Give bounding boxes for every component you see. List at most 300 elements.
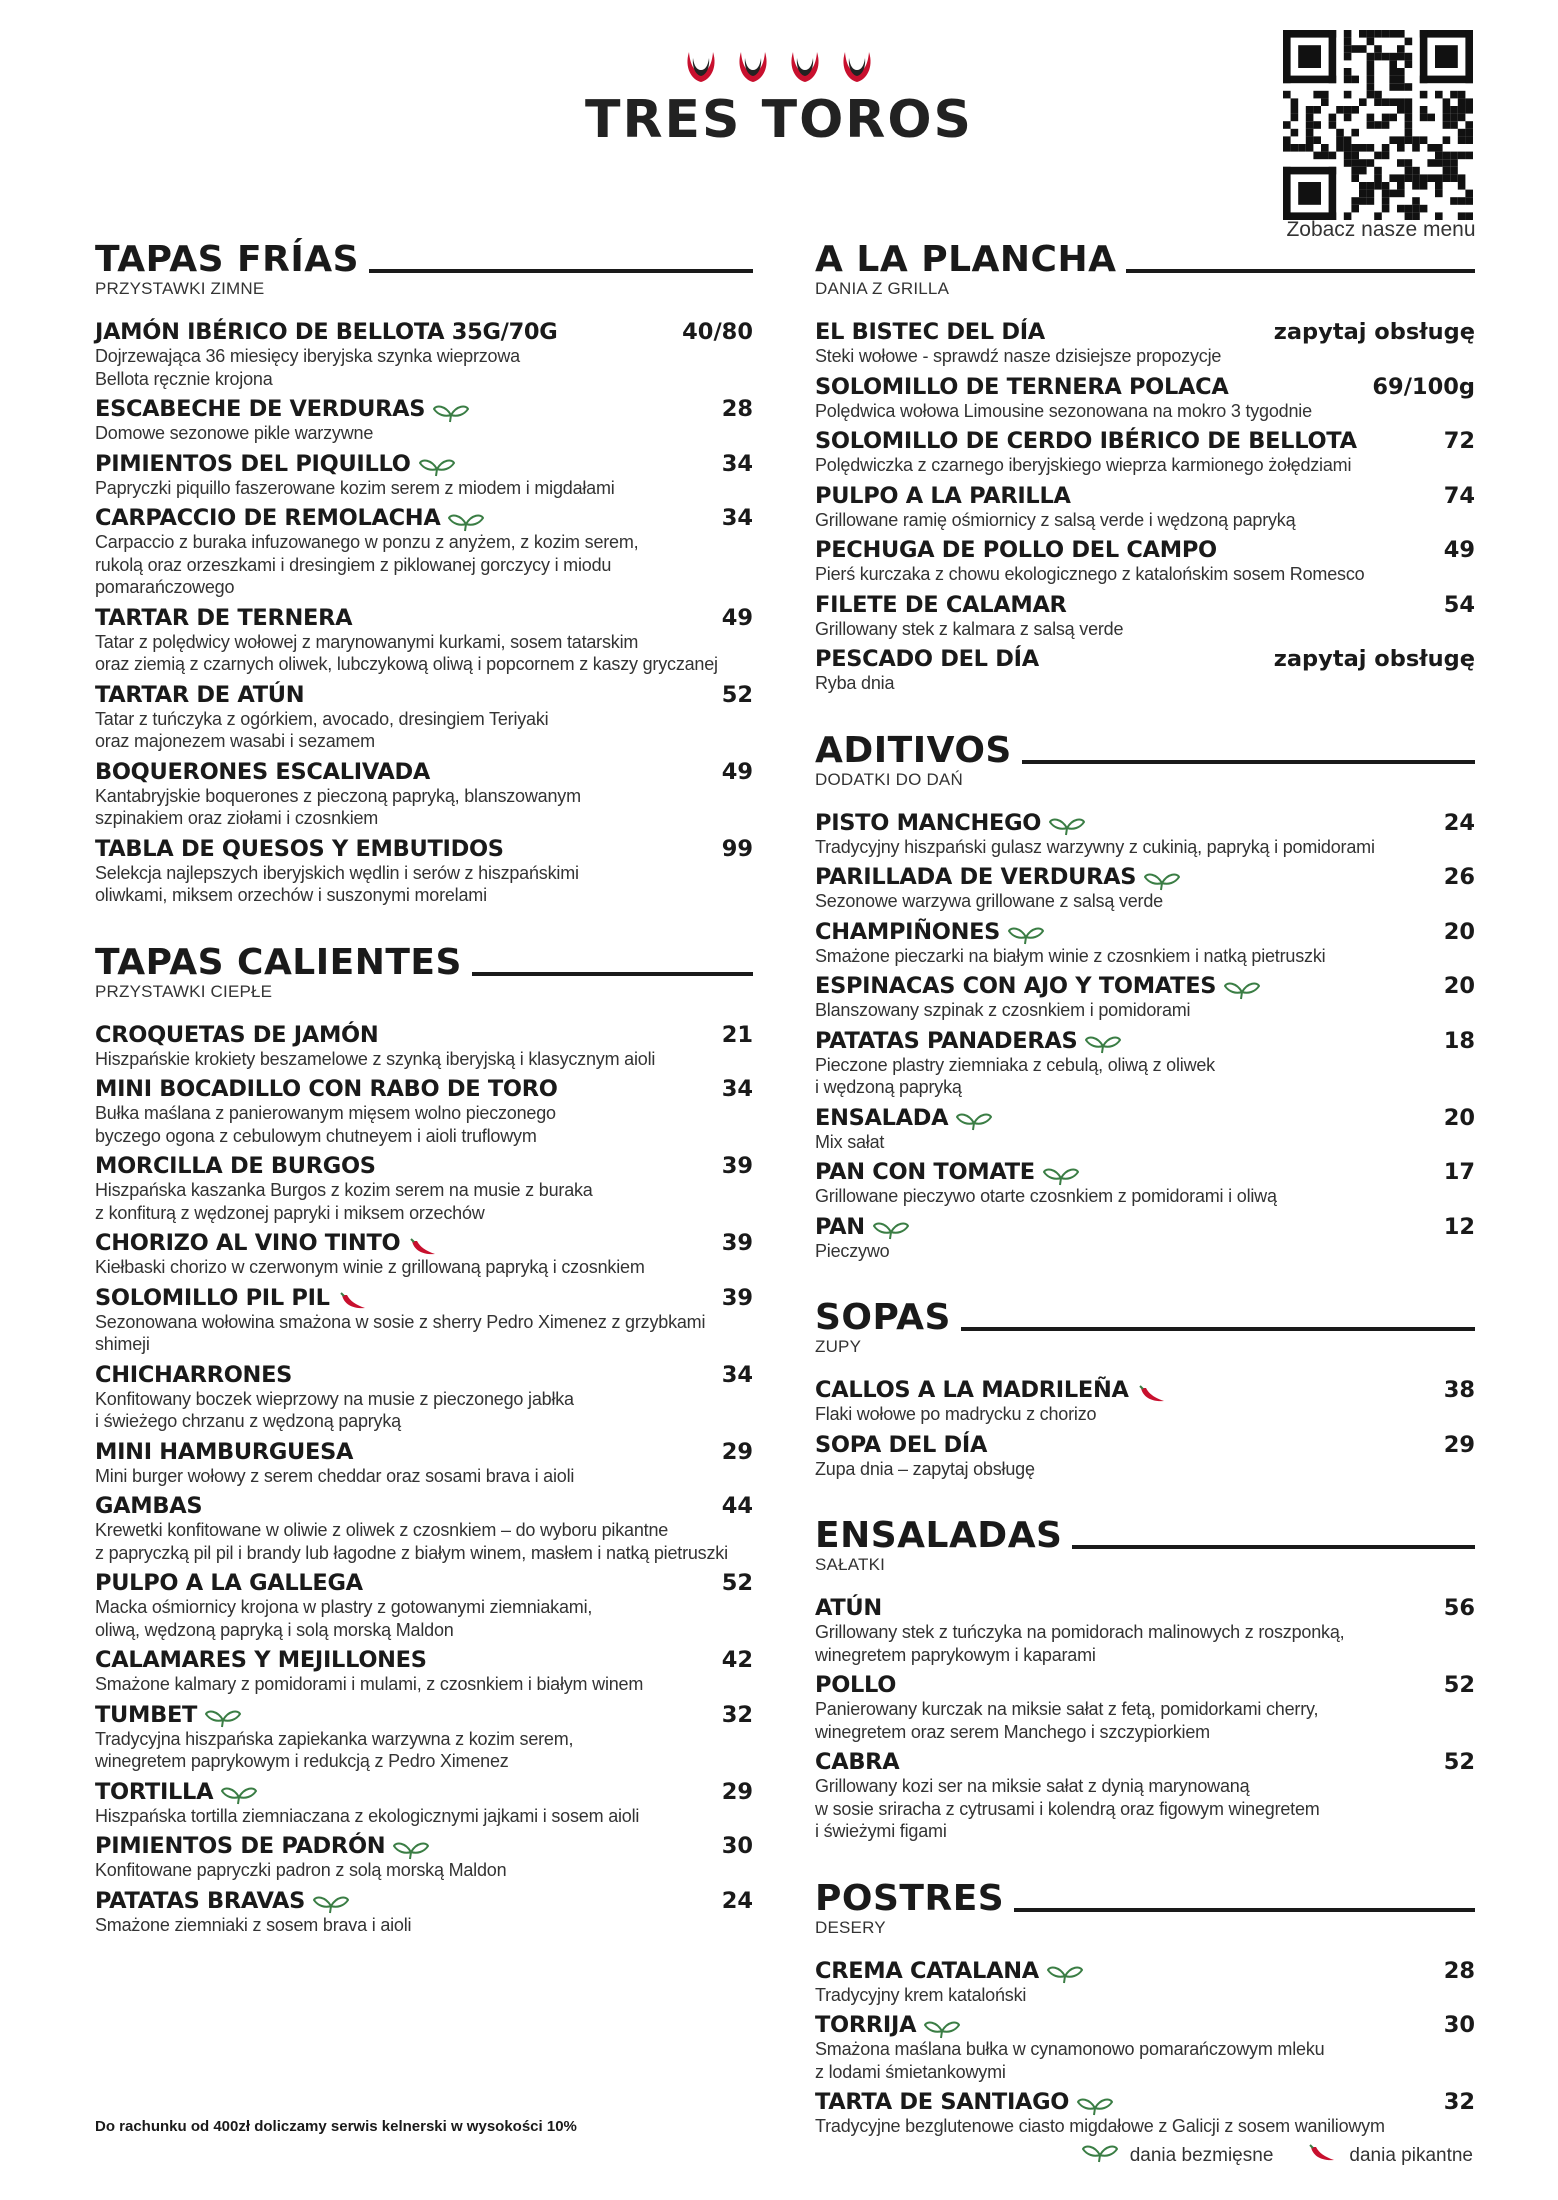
menu-item-name [815, 1958, 1083, 1984]
menu-item-price: 99 [721, 835, 753, 862]
menu-item-name-text: PIMIENTOS DEL PIQUILLO [95, 450, 411, 477]
menu-item-description: Mix sałat [815, 1131, 885, 1152]
menu-item-description: Bułka maślana z panierowanym mięsem wolno pieczonego byczego ogona z cebulowym chutneyem i aioli truflowym [95, 1103, 556, 1146]
menu-item-price: 17 [1443, 1159, 1475, 1185]
menu-item [95, 759, 753, 830]
menu-item-description: Tradycyjny hiszpański gulasz warzywny z cukinią, papryką i pomidorami [815, 836, 1375, 857]
menu-item-description: Papryczki piquillo faszerowane kozim serem z miodem i migdałami [95, 477, 615, 498]
menu-item-header [815, 1958, 1475, 1984]
menu-item-name [95, 1285, 368, 1311]
menu-item-name [95, 1230, 438, 1256]
menu-item-description: Grillowany stek z tuńczyka na pomidorach malinowych z roszponką, winegretem paprykowym i kaparami [815, 1622, 1345, 1665]
section-header [815, 1873, 1475, 1917]
menu-item-name-text: TARTA DE SANTIAGO [815, 2089, 1070, 2115]
menu-item [95, 1022, 753, 1071]
menu-item-price: 32 [1443, 2089, 1475, 2115]
menu-item-name [815, 537, 1217, 563]
menu-item-price: 24 [1443, 809, 1475, 836]
chili-icon [1307, 2143, 1337, 2169]
menu-item-price: 30 [1443, 2012, 1475, 2038]
menu-item [815, 592, 1475, 641]
menu-item [815, 864, 1475, 913]
menu-item-header [95, 1285, 753, 1311]
leaf-icon [1082, 2143, 1118, 2169]
leaf-icon [393, 1836, 429, 1856]
menu-item [95, 1888, 753, 1937]
menu-item-description: Mini burger wołowy z serem cheddar oraz sosami brava i aioli [95, 1465, 575, 1486]
menu-item-name-text: BOQUERONES ESCALIVADA [95, 758, 431, 785]
menu-item [95, 396, 753, 445]
menu-item-header [815, 1672, 1475, 1698]
menu-item [815, 1595, 1475, 1666]
menu-item-name-text: PARILLADA DE VERDURAS [815, 864, 1137, 890]
menu-item-name-text: CHORIZO AL VINO TINTO [95, 1230, 401, 1256]
section-rule [1014, 1908, 1475, 1912]
menu-item-price: zapytaj obsługę [1273, 319, 1475, 345]
menu-item-name [95, 1153, 376, 1179]
menu-item [95, 319, 753, 390]
menu-item-description: Panierowany kurczak na miksie sałat z fetą, pomidorkami cherry, winegretem oraz serem Manchego i szczypiorkiem [815, 1699, 1319, 1742]
menu-section [815, 1510, 1475, 1843]
menu-item-description: Flaki wołowe po madrycku z chorizo [815, 1404, 1097, 1424]
menu-item-header [95, 682, 753, 708]
leaf-icon [1047, 1961, 1083, 1981]
menu-item-header [815, 537, 1475, 563]
menu-item [815, 537, 1475, 586]
menu-item-name-text: TARTAR DE ATÚN [95, 681, 305, 708]
legend [1060, 2143, 1473, 2169]
menu-item-name-text: PIMIENTOS DE PADRÓN [95, 1833, 386, 1859]
menu-item-price: 20 [1443, 918, 1475, 945]
leaf-icon [1008, 922, 1044, 942]
section-title: SOPAS [815, 1297, 951, 1338]
menu-item-price: 32 [721, 1701, 753, 1728]
menu-item-header [95, 1647, 753, 1673]
menu-item-name [95, 1493, 202, 1519]
section-header [95, 937, 753, 981]
menu-section [95, 234, 753, 907]
menu-item-name-text: POLLO [815, 1672, 897, 1698]
menu-item-description: Domowe sezonowe pikle warzywne [95, 423, 374, 443]
menu-item [95, 682, 753, 753]
menu-item [815, 1214, 1475, 1263]
menu-item-name [815, 428, 1357, 454]
menu-item [815, 1958, 1475, 2007]
menu-item-name [95, 1779, 257, 1805]
menu-item-description: Blanszowany szpinak z czosnkiem i pomidorami [815, 1000, 1191, 1020]
section-subtitle: PRZYSTAWKI CIEPŁE [95, 981, 273, 1001]
menu-item-name [815, 810, 1085, 836]
menu-item-header [815, 1105, 1475, 1131]
menu-item-name [95, 396, 469, 422]
menu-item-header [95, 319, 753, 345]
menu-item-price: 26 [1443, 864, 1475, 890]
menu-item-name [815, 1595, 882, 1621]
menu-item-price: 44 [721, 1493, 753, 1519]
menu-item [815, 428, 1475, 477]
menu-item [815, 919, 1475, 968]
brand-logo: TRES TOROS [585, 90, 973, 150]
menu-item-header [95, 605, 753, 631]
menu-item-name-text: PATATAS BRAVAS [95, 1887, 306, 1914]
menu-item-name-text: ESCABECHE DE VERDURAS [95, 396, 426, 422]
menu-item-description: Hiszpańska tortilla ziemniaczana z ekologicznymi jajkami i sosem aioli [95, 1805, 640, 1826]
menu-item-header [95, 1153, 753, 1179]
menu-item-name-text: MINI BOCADILLO CON RABO DE TORO [95, 1076, 558, 1102]
menu-section [815, 725, 1475, 1263]
menu-item-name [815, 2089, 1113, 2115]
menu-item-name-text: PATATAS PANADERAS [815, 1027, 1078, 1054]
menu-item-header [815, 1377, 1475, 1403]
menu-item-name [815, 864, 1180, 890]
menu-item-header [95, 396, 753, 422]
section-title: POSTRES [815, 1877, 1005, 1919]
leaf-icon [205, 1705, 241, 1725]
menu-item-name-text: SOLOMILLO DE CERDO IBÉRICO DE BELLOTA [815, 428, 1357, 454]
section-rule [369, 269, 753, 273]
menu-item-header [815, 2012, 1475, 2038]
menu-item-name-text: MORCILLA DE BURGOS [95, 1153, 376, 1179]
menu-item-price: 69/100g [1372, 373, 1475, 400]
menu-item [95, 1362, 753, 1433]
menu-item-description: Kantabryjskie boquerones z pieczoną papryką, blanszowanym szpinakiem oraz ziołami i czosnkiem [95, 785, 581, 828]
menu-item-name-text: CREMA CATALANA [815, 1957, 1039, 1984]
menu-item-header [815, 1214, 1475, 1240]
menu-section [95, 937, 753, 1937]
menu-item-description: Tradycyjny krem kataloński [815, 1984, 1027, 2005]
section-subtitle: ZUPY [815, 1337, 862, 1356]
menu-item-header [815, 483, 1475, 509]
menu-item-name-text: MINI HAMBURGUESA [95, 1438, 354, 1465]
menu-item-price: 18 [1443, 1027, 1475, 1054]
menu-item [95, 1493, 753, 1564]
leaf-icon [419, 454, 455, 474]
leaf-icon [1077, 2092, 1113, 2112]
menu-item-header [95, 1439, 753, 1465]
menu-item-description: Dojrzewająca 36 miesięcy iberyjska szynka wieprzowa Bellota ręcznie krojona [95, 346, 520, 389]
legend-chili-label: dania pikantne [1349, 2145, 1473, 2166]
menu-item-price: 21 [721, 1021, 753, 1048]
legend-veg-label: dania bezmięsne [1129, 2145, 1274, 2166]
menu-item [95, 1439, 753, 1488]
menu-item-price: 28 [721, 396, 753, 422]
menu-item [815, 2012, 1475, 2083]
menu-item [815, 319, 1475, 368]
menu-item-description: Krewetki konfitowane w oliwie z oliwek z czosnkiem – do wyboru pikantne z papryczką pil pil i brandy lub łagodne z białym winem, masłem i natką pietruszki [95, 1520, 728, 1563]
section-subtitle: PRZYSTAWKI ZIMNE [95, 279, 265, 298]
menu-item-price: 40/80 [682, 319, 753, 345]
menu-item-name [815, 1377, 1167, 1403]
leaf-icon [221, 1782, 257, 1802]
menu-item-name-text: PAN CON TOMATE [815, 1159, 1035, 1185]
menu-item-description: Sezonowe warzywa grillowane z salsą verde [815, 891, 1163, 911]
menu-item-header [815, 973, 1475, 999]
leaf-icon [924, 2015, 960, 2035]
menu-item-name-text: TUMBET [95, 1701, 198, 1728]
menu-item-name-text: SOLOMILLO DE TERNERA POLACA [815, 373, 1229, 400]
menu-item-header [815, 2089, 1475, 2115]
menu-item-price: 30 [721, 1833, 753, 1859]
menu-item-description: Grillowane ramię ośmiornicy z salsą verde i wędzoną papryką [815, 509, 1296, 530]
menu-item-name [815, 483, 1071, 509]
menu-item [815, 483, 1475, 532]
menu-item-name [95, 682, 304, 708]
chili-icon [1137, 1380, 1167, 1400]
menu-item-name-text: PAN [815, 1213, 865, 1240]
menu-item-name-text: CHAMPIÑONES [815, 918, 1001, 945]
menu-item-price: 49 [1443, 537, 1475, 563]
menu-item-name [815, 1105, 992, 1131]
menu-item-description: Smażone pieczarki na białym winie z czosnkiem i natką pietruszki [815, 945, 1326, 966]
menu-item-description: Hiszpańskie krokiety beszamelowe z szynką iberyjską i klasycznym aioli [95, 1048, 656, 1069]
menu-item-description: Kiełbaski chorizo w czerwonym winie z grillowaną papryką i czosnkiem [95, 1257, 645, 1277]
menu-item-name [95, 1570, 363, 1596]
menu-item-header [95, 505, 753, 531]
menu-item-description: Smażone ziemniaki z sosem brava i aioli [95, 1914, 412, 1935]
menu-item [815, 1105, 1475, 1154]
section-header [815, 1510, 1475, 1554]
menu-item-name-text: JAMÓN IBÉRICO DE BELLOTA 35G/70G [95, 319, 558, 345]
section-subtitle: DANIA Z GRILLA [815, 279, 950, 298]
menu-item-price: 52 [1443, 1749, 1475, 1775]
menu-item [815, 374, 1475, 423]
menu-column-left [95, 234, 753, 1966]
menu-item-header [95, 1022, 753, 1048]
section-header [815, 1292, 1475, 1336]
menu-section [815, 1873, 1475, 2138]
menu-item-name [815, 973, 1260, 999]
section-subtitle: SAŁATKI [815, 1555, 886, 1574]
menu-section [815, 1292, 1475, 1480]
horn-icon [684, 48, 718, 86]
menu-item-header [815, 864, 1475, 890]
section-title: A LA PLANCHA [815, 239, 1117, 280]
menu-item-price: 34 [721, 1361, 753, 1388]
menu-item-header [95, 836, 753, 862]
menu-item-header [815, 592, 1475, 618]
menu-item-description: Konfitowany boczek wieprzowy na musie z pieczonego jabłka i świeżego chrzanu z wędzoną papryką [95, 1388, 574, 1431]
legend-veg [1082, 2143, 1274, 2169]
qr-code[interactable] [1283, 30, 1473, 220]
menu-item-price: 20 [1443, 973, 1475, 999]
menu-item-price: zapytaj obsługę [1273, 646, 1475, 672]
legend-chili [1307, 2143, 1473, 2169]
menu-item-name-text: CHICHARRONES [95, 1361, 293, 1388]
menu-item-name-text: CARPACCIO DE REMOLACHA [95, 505, 441, 531]
menu-item-header [95, 759, 753, 785]
menu-item-name-text: PULPO A LA GALLEGA [95, 1570, 363, 1596]
menu-item-name [815, 919, 1044, 945]
menu-item [95, 1285, 753, 1356]
menu-item-header [815, 1028, 1475, 1054]
menu-item [95, 605, 753, 676]
menu-item-name [95, 1702, 241, 1728]
menu-item-header [815, 428, 1475, 454]
leaf-icon [1224, 976, 1260, 996]
menu-item-price: 34 [721, 505, 753, 531]
menu-item-description: Hiszpańska kaszanka Burgos z kozim serem na musie z buraka z konfiturą z wędzonej papryki i miksem orzechów [95, 1180, 593, 1223]
menu-item [815, 1159, 1475, 1208]
menu-item-name [95, 1022, 378, 1048]
menu-item [95, 1076, 753, 1147]
menu-item-price: 49 [721, 758, 753, 785]
menu-item-header [815, 374, 1475, 400]
menu-item-name-text: CABRA [815, 1749, 900, 1775]
section-subtitle: DODATKI DO DAŃ [815, 769, 963, 789]
menu-item-description: Tradycyjne bezglutenowe ciasto migdałowe z Galicji z sosem waniliowym [815, 2116, 1385, 2136]
menu-item-description: Sezonowana wołowina smażona w sosie z sherry Pedro Ximenez z grzybkami shimeji [95, 1311, 706, 1354]
menu-item-name [95, 1439, 353, 1465]
menu-item-description: Tatar z polędwicy wołowej z marynowanymi kurkami, sosem tatarskim oraz ziemią z czarnych oliwek, lubczykową oliwą i popcornem z kaszy gryczanej [95, 631, 718, 674]
menu-item [95, 1647, 753, 1696]
menu-item-description: Ryba dnia [815, 673, 895, 693]
menu-item-price: 29 [721, 1778, 753, 1805]
menu-item-price: 52 [721, 681, 753, 708]
menu-item-name-text: EL BISTEC DEL DÍA [815, 319, 1045, 345]
chili-icon [338, 1288, 368, 1308]
menu-item-description: Grillowany stek z kalmara z salsą verde [815, 618, 1124, 639]
menu-item-name-text: FILETE DE CALAMAR [815, 591, 1067, 618]
menu-item-header [815, 1159, 1475, 1185]
menu-item-description: Smażona maślana bułka w cynamonowo pomarańczowym mleku z lodami śmietankowymi [815, 2039, 1325, 2082]
menu-item-price: 24 [721, 1887, 753, 1914]
menu-item [95, 836, 753, 907]
horn-icon [840, 48, 874, 86]
menu-item-header [815, 646, 1475, 672]
menu-item-header [95, 1362, 753, 1388]
menu-item-name-text: SOLOMILLO PIL PIL [95, 1284, 330, 1311]
menu-item [815, 2089, 1475, 2138]
menu-item-header [95, 1570, 753, 1596]
section-title: TAPAS CALIENTES [95, 941, 462, 983]
menu-item-description: Pierś kurczaka z chowu ekologicznego z katalońskim sosem Romesco [815, 564, 1365, 584]
menu-item-name-text: GAMBAS [95, 1493, 203, 1519]
menu-item [95, 451, 753, 500]
menu-item-name [95, 1888, 349, 1914]
menu-item-header [95, 1702, 753, 1728]
menu-item-price: 20 [1443, 1104, 1475, 1131]
menu-item-description: Grillowane pieczywo otarte czosnkiem z pomidorami i oliwą [815, 1186, 1277, 1206]
menu-item-price: 42 [721, 1647, 753, 1673]
menu-item-price: 56 [1443, 1595, 1475, 1621]
menu-item [95, 1779, 753, 1828]
menu-item-name-text: PESCADO DEL DÍA [815, 646, 1039, 672]
leaf-icon [873, 1217, 909, 1237]
menu-item-header [95, 1076, 753, 1102]
menu-item-name [95, 451, 455, 477]
menu-item-description: Konfitowane papryczki padron z solą morską Maldon [95, 1860, 507, 1880]
menu-item-header [95, 1493, 753, 1519]
menu-item-description: Macka ośmiornicy krojona w plastry z gotowanymi ziemniakami, oliwą, wędzoną papryką i solą morską Maldon [95, 1597, 593, 1640]
menu-item-name-text: PULPO A LA PARILLA [815, 482, 1071, 509]
section-subtitle: DESERY [815, 1917, 886, 1937]
menu-item-name [95, 1076, 558, 1102]
menu-item-price: 34 [721, 1076, 753, 1102]
menu-item-name [95, 1362, 292, 1388]
menu-item-header [815, 1595, 1475, 1621]
menu-item-price: 72 [1443, 428, 1475, 454]
menu-item-header [815, 1749, 1475, 1775]
menu-item-name-text: TABLA DE QUESOS Y EMBUTIDOS [95, 835, 504, 862]
menu-item-name [95, 759, 430, 785]
section-header [815, 725, 1475, 769]
menu-item [95, 1833, 753, 1882]
menu-item-description: Selekcja najlepszych iberyjskich wędlin i serów z hiszpańskimi oliwkami, miksem orzechów i suszonymi morelami [95, 862, 579, 905]
section-rule [1072, 1545, 1475, 1549]
menu-item-price: 54 [1443, 591, 1475, 618]
menu-item-name-text: SOPA DEL DÍA [815, 1431, 988, 1458]
menu-item-name [815, 1672, 896, 1698]
menu-item-name [815, 1432, 987, 1458]
menu-item-name-text: ATÚN [815, 1595, 882, 1621]
menu-item-name [815, 1214, 909, 1240]
menu-item-description: Zupa dnia – zapytaj obsługę [815, 1458, 1035, 1479]
menu-item-price: 39 [721, 1153, 753, 1179]
menu-item-name [815, 1749, 899, 1775]
leaf-icon [1043, 1162, 1079, 1182]
menu-item-name-text: PECHUGA DE POLLO DEL CAMPO [815, 537, 1217, 563]
menu-item-name [815, 319, 1045, 345]
menu-item-name-text: ENSALADA [815, 1104, 949, 1131]
menu-item-price: 52 [721, 1570, 753, 1596]
menu-item-name-text: ESPINACAS CON AJO Y TOMATES [815, 973, 1217, 999]
menu-item [815, 1672, 1475, 1743]
leaf-icon [1049, 813, 1085, 833]
menu-item-header [815, 919, 1475, 945]
menu-item-header [815, 1432, 1475, 1458]
menu-item-name-text: CALLOS A LA MADRILEÑA [815, 1377, 1129, 1403]
menu-item-price: 39 [721, 1284, 753, 1311]
menu-item-price: 34 [721, 450, 753, 477]
menu-item [95, 1570, 753, 1641]
horn-icon [736, 48, 770, 86]
menu-item-price: 29 [1443, 1431, 1475, 1458]
menu-item-name [815, 646, 1039, 672]
section-title: ADITIVOS [815, 729, 1012, 771]
menu-item-description: Carpaccio z buraka infuzowanego w ponzu z anyżem, z kozim serem, rukolą oraz orzeszkami i dresingiem z piklowanej gorczycy i miodu pomarańczowego [95, 532, 639, 597]
leaf-icon [1144, 867, 1180, 887]
menu-item-name-text: TARTAR DE TERNERA [95, 604, 353, 631]
menu-item-name-text: CALAMARES Y MEJILLONES [95, 1647, 427, 1673]
menu-item-name [95, 319, 557, 345]
leaf-icon [956, 1108, 992, 1128]
menu-item-description: Tatar z tuńczyka z ogórkiem, avocado, dresingiem Teriyaki oraz majonezem wasabi i sezamem [95, 708, 549, 751]
menu-item-name [95, 505, 484, 531]
menu-item-name-text: TORTILLA [95, 1778, 214, 1805]
menu-item-name [95, 836, 504, 862]
menu-item-price: 74 [1443, 482, 1475, 509]
menu-item-header [815, 319, 1475, 345]
menu-item-description: Steki wołowe - sprawdź nasze dzisiejsze propozycje [815, 346, 1222, 366]
menu-item-price: 38 [1443, 1377, 1475, 1403]
menu-item [815, 810, 1475, 859]
menu-item-header [95, 1888, 753, 1914]
menu-item-price: 49 [721, 604, 753, 631]
horn-icon [788, 48, 822, 86]
menu-item [815, 1432, 1475, 1481]
menu-item-name [815, 2012, 960, 2038]
menu-item-name-text: PISTO MANCHEGO [815, 809, 1042, 836]
leaf-icon [433, 399, 469, 419]
menu-item [815, 646, 1475, 695]
menu-item [815, 1749, 1475, 1843]
menu-item-header [95, 1779, 753, 1805]
menu-item-price: 39 [721, 1230, 753, 1256]
section-header [95, 234, 753, 278]
menu-item-name [95, 605, 352, 631]
menu-item-price: 12 [1443, 1213, 1475, 1240]
section-title: ENSALADAS [815, 1515, 1063, 1556]
